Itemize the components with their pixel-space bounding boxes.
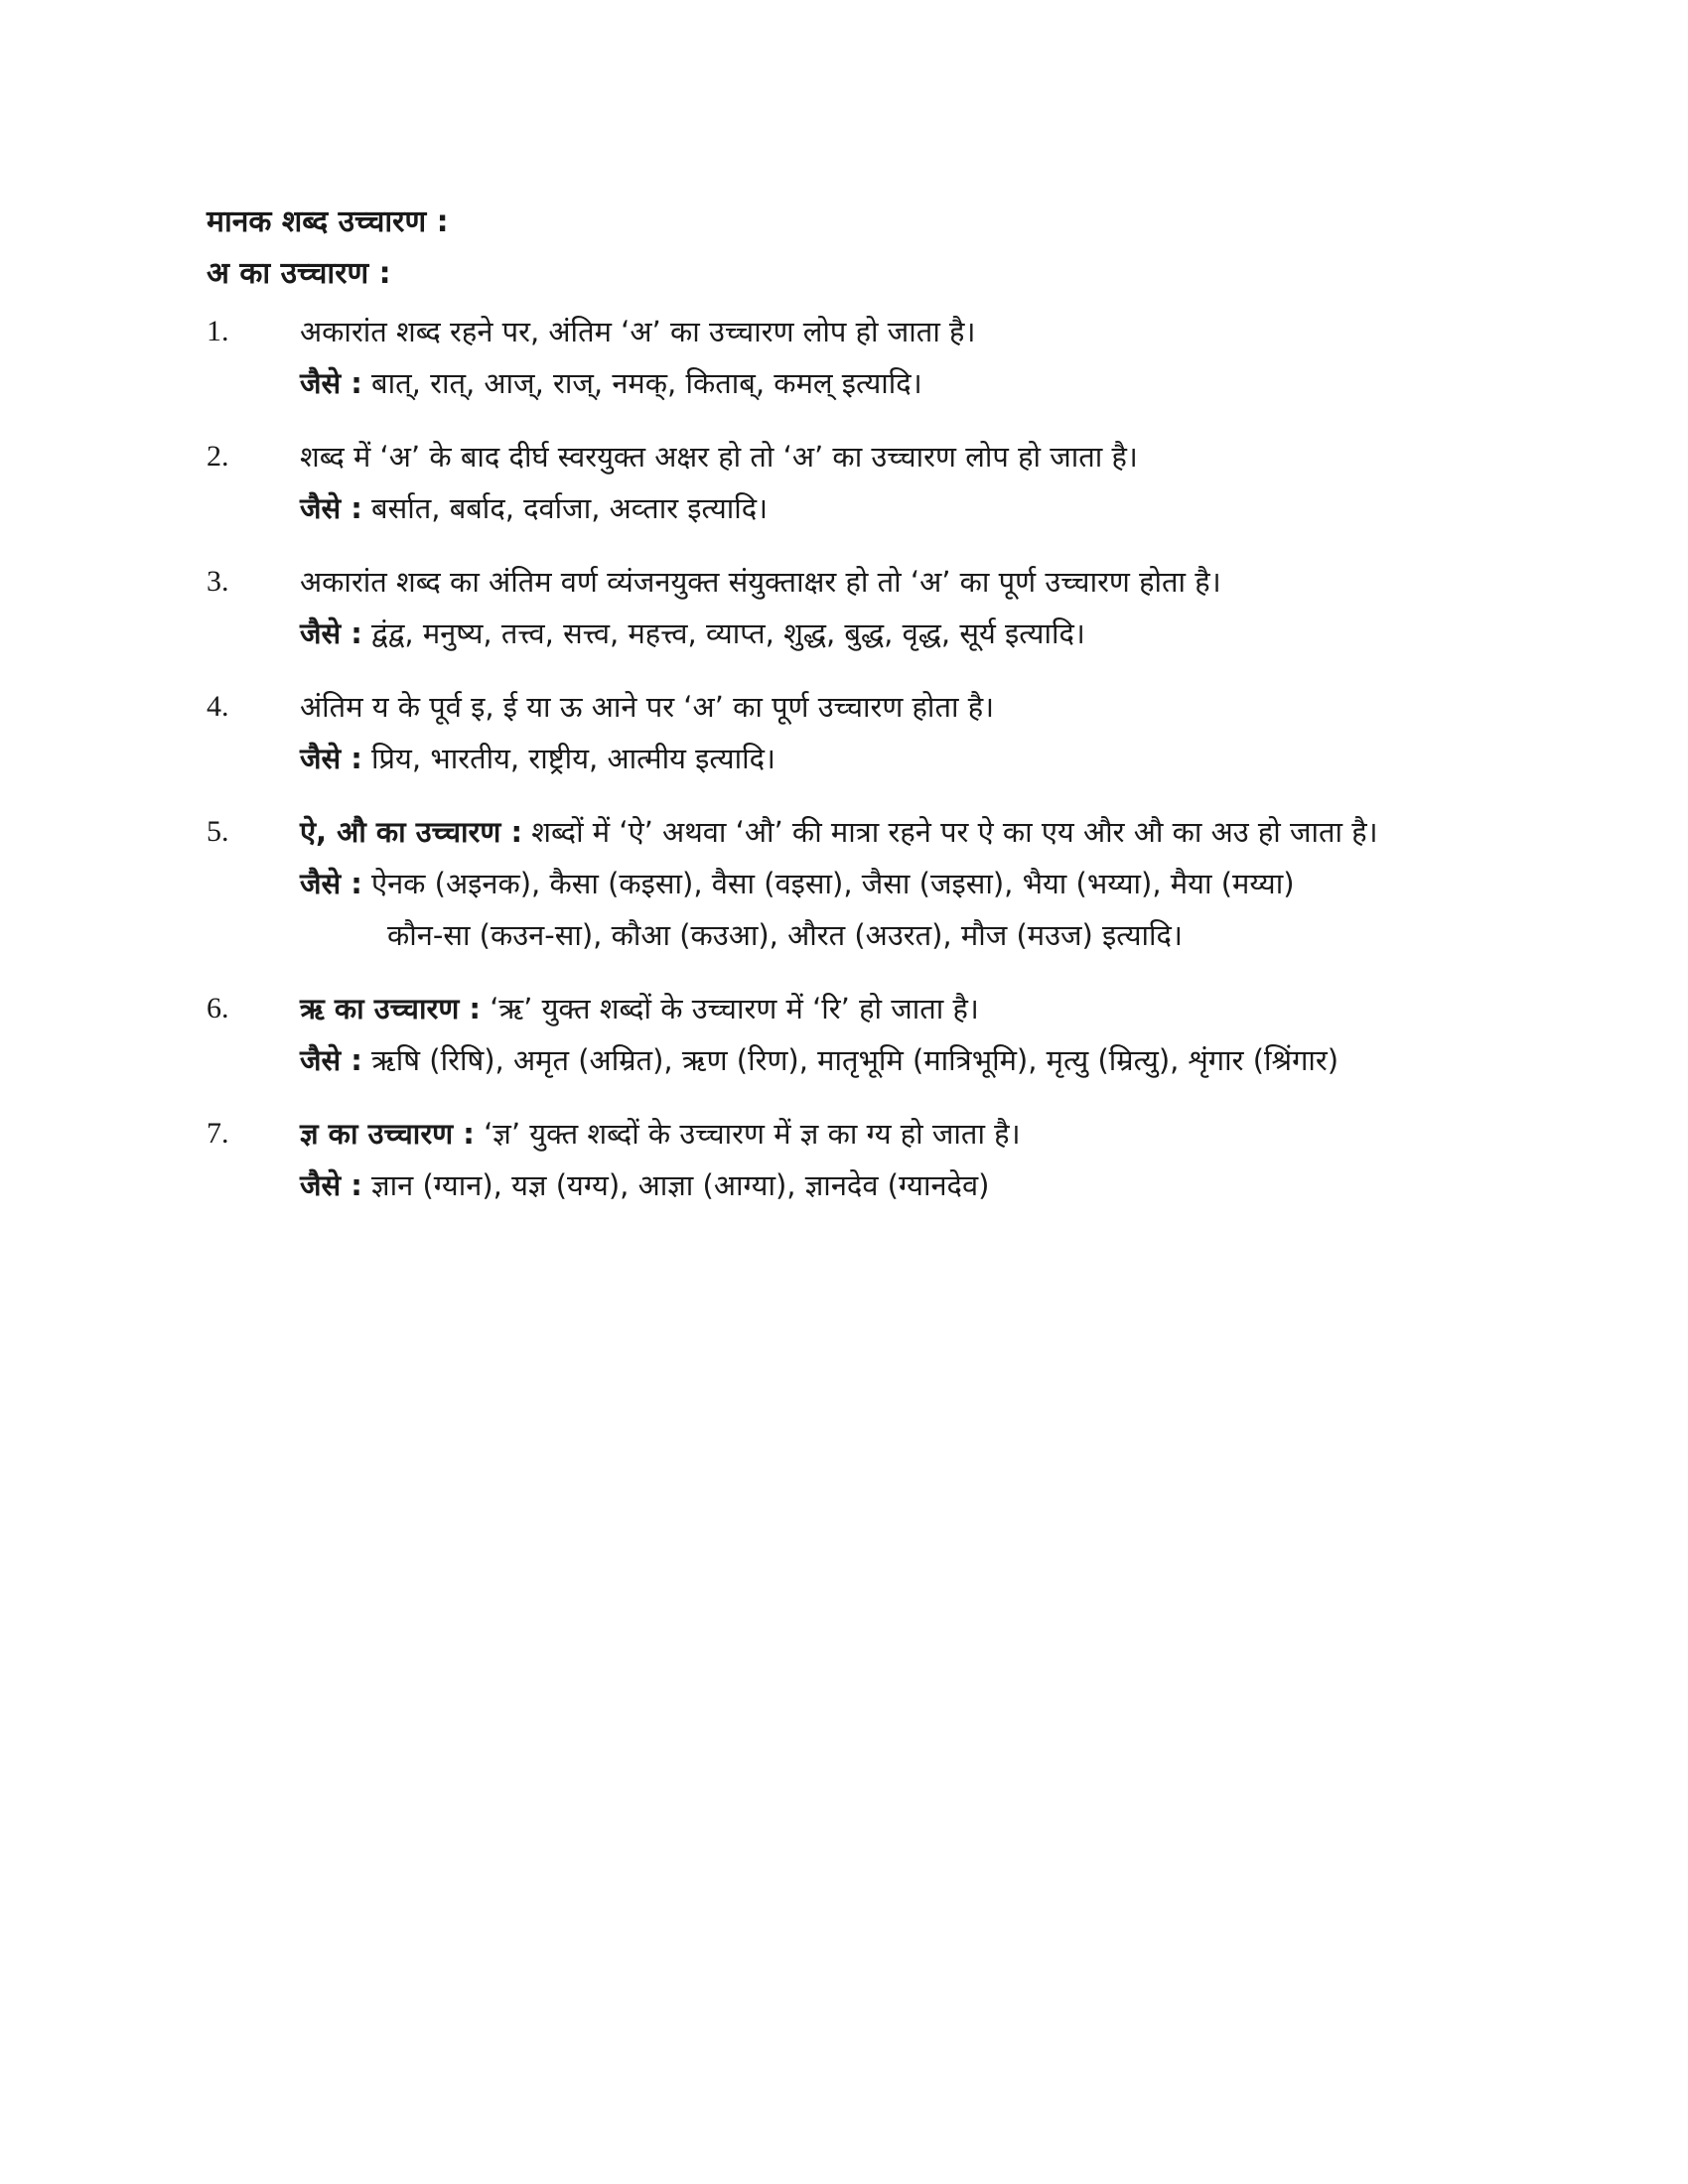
example-label: जैसे : xyxy=(300,1168,362,1202)
list-item xyxy=(207,556,1597,659)
item-lead: ऋ का उच्चारण : xyxy=(300,992,481,1025)
example-line xyxy=(300,482,1597,534)
item-body xyxy=(300,806,1597,961)
item-number: 3. xyxy=(207,565,229,598)
item-text-line xyxy=(300,431,1597,482)
list-item xyxy=(207,431,1597,534)
example-label: जैसे : xyxy=(300,491,362,525)
item-body xyxy=(300,556,1597,659)
document-content xyxy=(207,197,1597,1233)
item-number: 1. xyxy=(207,315,229,347)
item-body xyxy=(300,1108,1597,1211)
example-label: जैसे : xyxy=(300,867,362,900)
item-text-line xyxy=(300,806,1597,858)
item-body xyxy=(300,431,1597,534)
item-text-line xyxy=(300,983,1597,1034)
item-body xyxy=(300,983,1597,1086)
item-text-line xyxy=(300,306,1597,357)
item-text-line xyxy=(300,681,1597,733)
main-heading: मानक शब्द उच्चारण : xyxy=(207,205,449,239)
example-line xyxy=(300,1034,1597,1086)
list-item xyxy=(207,681,1597,784)
example-text-continued: कौन-सा (कउन-सा), कौआ (कउआ), औरत (अउरत), मौज (मउज) इत्यादि। xyxy=(387,918,1183,952)
example-line xyxy=(300,357,1597,409)
item-number: 5. xyxy=(207,815,229,848)
item-body xyxy=(300,681,1597,784)
item-text-line xyxy=(300,1108,1597,1160)
item-text-line xyxy=(300,556,1597,608)
example-line-continued xyxy=(300,909,1597,961)
example-label: जैसे : xyxy=(300,616,362,650)
item-text: अकारांत शब्द का अंतिम वर्ण व्यंजनयुक्त संयुक्ताक्षर हो तो ‘अ’ का पूर्ण उच्चारण होता है। xyxy=(300,565,1221,599)
example-text: बात्, रात्, आज्, राज्, नमक्, किताब्, कमल् इत्यादि। xyxy=(371,366,922,400)
example-text: ऋषि (रिषि), अमृत (अम्रित), ऋण (रिण), मातृभूमि (मात्रिभूमि), मृत्यु (म्रित्यु), शृंगार (श्रिंगार) xyxy=(371,1043,1339,1077)
item-lead: ऐ, औ का उच्चारण : xyxy=(300,815,523,849)
item-number: 7. xyxy=(207,1117,229,1150)
item-number: 4. xyxy=(207,690,229,723)
example-label: जैसे : xyxy=(300,366,362,400)
example-line xyxy=(300,858,1597,909)
item-text: ‘ऋ’ युक्त शब्दों के उच्चारण में ‘रि’ हो जाता है। xyxy=(490,992,979,1025)
item-text: शब्दों में ‘ऐ’ अथवा ‘औ’ की मात्रा रहने पर ऐ का एय और औ का अउ हो जाता है। xyxy=(531,815,1378,849)
example-text: प्रिय, भारतीय, राष्ट्रीय, आत्मीय इत्यादि। xyxy=(371,742,776,775)
example-label: जैसे : xyxy=(300,1043,362,1077)
item-text: शब्द में ‘अ’ के बाद दीर्घ स्वरयुक्त अक्षर हो तो ‘अ’ का उच्चारण लोप हो जाता है। xyxy=(300,440,1138,474)
list-item xyxy=(207,306,1597,409)
item-text: अकारांत शब्द रहने पर, अंतिम ‘अ’ का उच्चारण लोप हो जाता है। xyxy=(300,315,976,348)
example-label: जैसे : xyxy=(300,742,362,775)
example-line xyxy=(300,1160,1597,1211)
sub-heading: अ का उच्चारण : xyxy=(207,256,391,291)
list-item xyxy=(207,983,1597,1086)
list-item xyxy=(207,1108,1597,1211)
item-lead: ज्ञ का उच्चारण : xyxy=(300,1117,475,1151)
example-text: ज्ञान (ग्यान), यज्ञ (यग्य), आज्ञा (आग्या), ज्ञानदेव (ग्यानदेव) xyxy=(371,1168,990,1202)
example-text: ऐनक (अइनक), कैसा (कइसा), वैसा (वइसा), जैसा (जइसा), भैया (भय्या), मैया (मय्या) xyxy=(371,867,1295,900)
example-text: द्वंद्व, मनुष्य, तत्त्व, सत्त्व, महत्त्व, व्याप्त, शुद्ध, बुद्ध, वृद्ध, सूर्य इत्यादि। xyxy=(371,616,1085,650)
example-line xyxy=(300,733,1597,784)
list-item xyxy=(207,806,1597,961)
item-body xyxy=(300,306,1597,409)
item-number: 2. xyxy=(207,440,229,473)
example-line xyxy=(300,608,1597,659)
item-text: अंतिम य के पूर्व इ, ई या ऊ आने पर ‘अ’ का पूर्ण उच्चारण होता है। xyxy=(300,690,995,724)
item-number: 6. xyxy=(207,992,229,1024)
item-text: ‘ज्ञ’ युक्त शब्दों के उच्चारण में ज्ञ का ग्य हो जाता है। xyxy=(484,1117,1021,1151)
example-text: बर्सात, बर्बाद, दर्वाजा, अव्तार इत्यादि। xyxy=(371,491,769,525)
